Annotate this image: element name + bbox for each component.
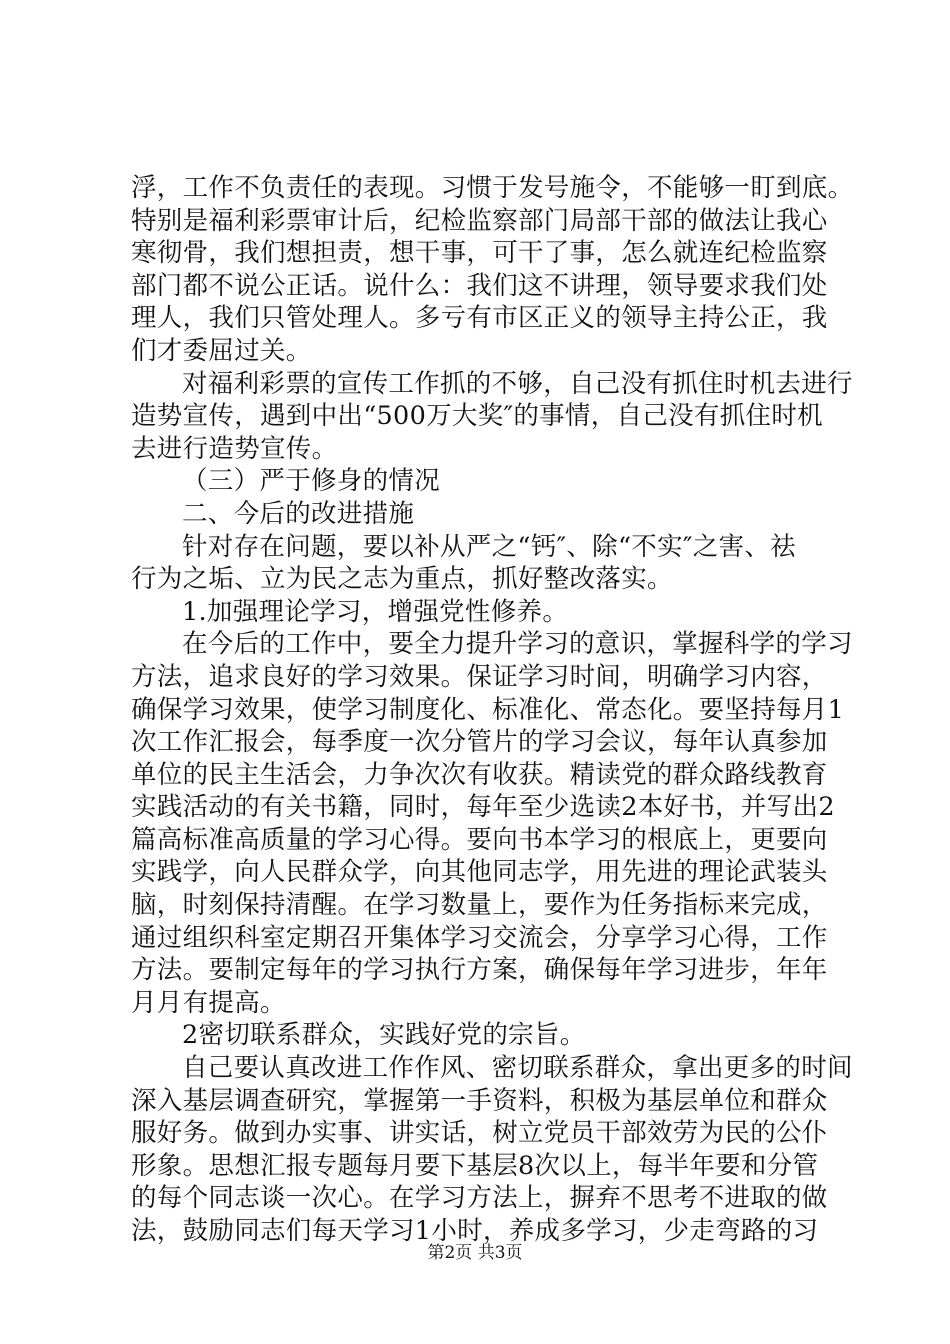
text-line: 形象。思想汇报专题每月要下基层8次以上，每半年要和分管 bbox=[131, 1150, 819, 1181]
text-line: 理人，我们只管处理人。多亏有市区正义的领导主持公正，我 bbox=[131, 303, 828, 334]
text-line: 二、今后的改进措施 bbox=[182, 498, 415, 529]
text-line: 方法，追求良好的学习效果。保证学习时间，明确学习内容， bbox=[131, 661, 828, 692]
text-line: 月月有提高。 bbox=[131, 987, 286, 1018]
text-line: 服好务。做到办实事、讲实话，树立党员干部效劳为民的公仆 bbox=[131, 1118, 828, 1149]
text-line: 浮，工作不负责任的表现。习惯于发号施令，不能够一盯到底。 bbox=[131, 173, 854, 203]
text-line: 1.加强理论学习，增强党性修养。 bbox=[182, 596, 569, 627]
text-line: 2密切联系群众，实践好党的宗旨。 bbox=[182, 1020, 586, 1051]
text-line: 的每个同志谈一次心。在学习方法上，摒弃不思考不进取的做 bbox=[131, 1183, 828, 1214]
text-line: （三）严于修身的情况 bbox=[182, 466, 441, 497]
text-line: 寒彻骨，我们想担责，想干事，可干了事，怎么就连纪检监察 bbox=[131, 238, 828, 269]
text-line: 特别是福利彩票审计后，纪检监察部门局部干部的做法让我心 bbox=[131, 205, 828, 236]
document-body bbox=[131, 172, 854, 1248]
text-line: 针对存在问题，要以补从严之“钙″、除“不实″之害、祛 bbox=[182, 531, 796, 562]
text-line: 对福利彩票的宣传工作抓的不够，自己没有抓住时机去进行 bbox=[182, 368, 853, 399]
text-line: 法，鼓励同志们每天学习1小时，养成多学习，少走弯路的习 bbox=[131, 1216, 819, 1246]
text-line: 通过组织科室定期召开集体学习交流会，分享学习心得，工作 bbox=[131, 922, 828, 953]
text-line: 脑，时刻保持清醒。在学习数量上，要作为任务指标来完成， bbox=[131, 890, 828, 921]
text-line: 次工作汇报会，每季度一次分管片的学习会议，每年认真参加 bbox=[131, 727, 828, 758]
text-line: 方法。要制定每年的学习执行方案，确保每年学习进步，年年 bbox=[131, 955, 828, 986]
text-line: 去进行造势宣传。 bbox=[131, 433, 338, 464]
page-footer: 第2页 共3页 bbox=[427, 1243, 523, 1263]
text-line: 在今后的工作中，要全力提升学习的意识，掌握科学的学习 bbox=[182, 629, 853, 660]
text-line: 单位的民主生活会，力争次次有收获。精读党的群众路线教育 bbox=[131, 759, 828, 790]
text-line: 造势宣传，遇到中出“500万大奖″的事情，自己没有抓住时机 bbox=[131, 401, 823, 432]
text-line: 篇高标准高质量的学习心得。要向书本学习的根底上，更要向 bbox=[131, 824, 828, 855]
text-line: 自己要认真改进工作作风、密切联系群众，拿出更多的时间 bbox=[182, 1053, 853, 1084]
text-line: 行为之垢、立为民之志为重点，抓好整改落实。 bbox=[131, 564, 673, 595]
text-line: 确保学习效果，使学习制度化、标准化、常态化。要坚持每月1 bbox=[131, 694, 845, 725]
text-line: 实践活动的有关书籍，同时，每年至少选读2本好书，并写出2 bbox=[131, 792, 835, 823]
text-line: 们才委屈过关。 bbox=[131, 335, 312, 366]
text-line: 深入基层调查研究，掌握第一手资料，积极为基层单位和群众 bbox=[131, 1085, 828, 1116]
text-line: 实践学，向人民群众学，向其他同志学，用先进的理论武装头 bbox=[131, 857, 828, 888]
text-line: 部门都不说公正话。说什么：我们这不讲理，领导要求我们处 bbox=[131, 270, 828, 301]
